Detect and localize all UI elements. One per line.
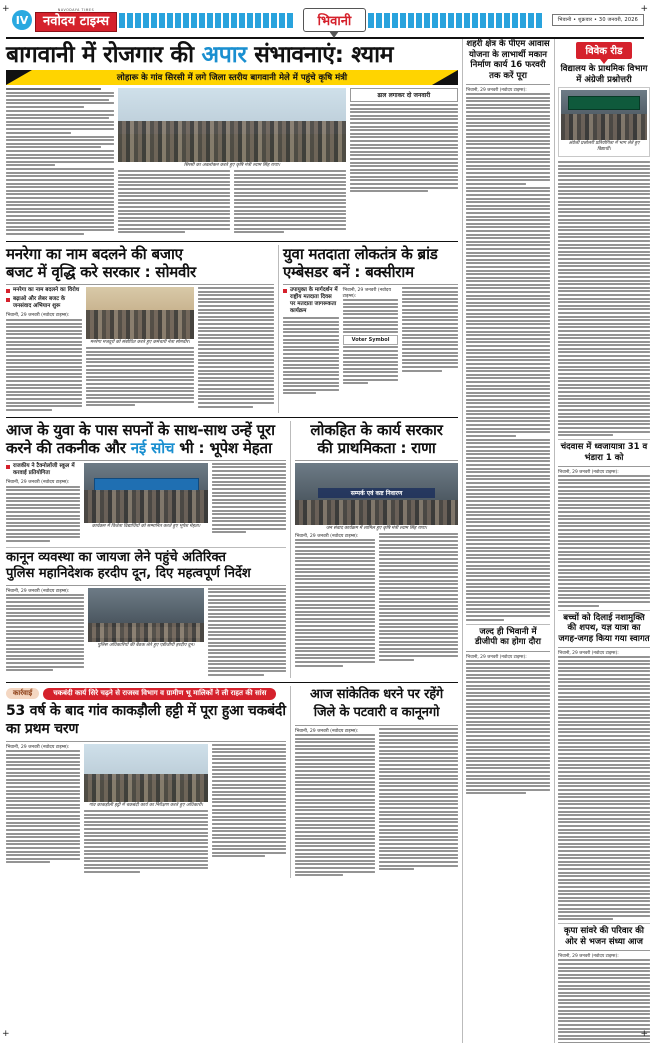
- lokhit-photo-caption: जन संवाद कार्यक्रम में शामिल हुए कृषि मंत्री श्याम सिंह राणा।: [325, 525, 428, 531]
- lead-subhead-banner: [6, 70, 458, 85]
- lokhit-text-col-1: [295, 533, 375, 669]
- police-cols: [6, 588, 286, 678]
- section-divider: [6, 682, 458, 683]
- paragraph: [466, 187, 550, 437]
- lokhit-text-col-2: [379, 533, 459, 669]
- story-yuva-matdata: [278, 245, 458, 413]
- publication-logo[interactable]: [35, 8, 117, 32]
- lead-subhead: लोहारू के गांव सिरसी में लगे जिला स्तरीय बागवानी मेले में पहुंचे कृषि मंत्री: [116, 73, 348, 83]
- lead-headline-highlight: अपार: [201, 42, 247, 68]
- paragraph: [6, 319, 82, 411]
- police-text-col-1: [6, 588, 84, 678]
- paragraph: [558, 656, 650, 920]
- kicker-text: बढ़ाओ और लेबर बजट के जनसंवाद अभियान शुरू: [13, 295, 66, 309]
- bhupesh-headline-line2-b: भी : भूपेश मेहता: [174, 438, 272, 457]
- paragraph: [6, 88, 114, 108]
- lead-info-box: [350, 88, 458, 102]
- paragraph: [466, 660, 550, 795]
- decorative-bar-left: [119, 13, 300, 28]
- yuva-kicker-col: [283, 287, 339, 396]
- paragraph: [350, 104, 458, 192]
- voter-symbol-label: Voter Symbol: [343, 335, 399, 345]
- kicker-text: मनरेगा का नाम बदलने का विरोध: [13, 286, 80, 293]
- chakbandi-byline: भिवानी, 29 जनवरी (नवोदय टाइम्स):: [6, 744, 70, 750]
- manrega-byline: भिवानी, 29 जनवरी (नवोदय टाइम्स):: [6, 312, 70, 318]
- police-headline-line2: पुलिस महानिदेशक हरदीप दून, दिए महत्वपूर्ण निर्देश: [6, 565, 251, 581]
- bhupesh-kicker-col: [6, 463, 80, 544]
- lead-body-columns: [6, 88, 458, 237]
- row-bhupesh-lokhit: [6, 421, 458, 678]
- kicker-text: राजकीय ने टैक्नोलॉजी स्कूल में करवाई प्रतियोगिता: [13, 462, 75, 476]
- manrega-photo-caption: मनरेगा मजदूरों को संबोधित करते हुए कर्मचारी नेता सोमवीर।: [90, 339, 190, 345]
- vivek-reed-headline: विद्यालय के प्राथमिक विभाग में अंग्रेजी प्रश्नोत्तरी: [560, 64, 648, 85]
- lead-headline: [6, 42, 458, 68]
- logo-superscript: NAVODAYA TIMES: [57, 8, 95, 12]
- patwari-cols: [295, 728, 458, 878]
- paragraph: [295, 734, 375, 876]
- manrega-text-col: [198, 287, 274, 413]
- main-column: [6, 39, 458, 1043]
- paragraph: [343, 346, 399, 384]
- bhajan-headline-line1: कृपा सांवरे की परिवार की: [564, 926, 644, 937]
- yuva-text-col-2: [343, 287, 399, 396]
- paragraph: [295, 539, 375, 667]
- dgp-byline: भिवानी, 29 जनवरी (नवोदय टाइम्स):: [466, 654, 527, 660]
- vivek-reed-brand-label: विवेक रीड: [576, 42, 633, 59]
- police-byline: भिवानी, 29 जनवरी (नवोदय टाइम्स):: [6, 588, 70, 594]
- lokhit-byline: भिवानी, 29 जनवरी (नवोदय टाइम्स):: [295, 533, 359, 539]
- story-police: [6, 550, 286, 678]
- story-manrega: [6, 245, 274, 413]
- patwari-headline-line1: आज सांकेतिक धरने पर रहेंगे: [309, 686, 444, 702]
- pm-awas-byline: भिवानी, 29 जनवरी (नवोदय टाइम्स):: [466, 88, 527, 93]
- bhupesh-photo-col: [84, 463, 209, 544]
- story-lead: [6, 42, 458, 237]
- lokhit-headline-line1: लोकहित के कार्य सरकार: [310, 420, 443, 439]
- dateline: भिवानी • शुक्रवार • 30 जनवरी, 2026: [552, 14, 644, 26]
- police-photo: [88, 588, 205, 642]
- dgp-headline-line1: जल्द ही भिवानी में: [479, 626, 537, 637]
- paragraph: [84, 810, 209, 873]
- patwari-byline: भिवानी, 29 जनवरी (नवोदय टाइम्स):: [295, 728, 359, 734]
- paragraph: [118, 170, 230, 235]
- crop-mark-bottom-right: +: [640, 1029, 648, 1039]
- chakbandi-photo-col: [84, 744, 209, 875]
- lead-photo-caption: सिरसी का अवलोकन करते हुए कृषि मंत्री श्याम सिंह राणा।: [183, 163, 281, 168]
- story-patwari: [290, 686, 458, 878]
- manrega-kicker-col: [6, 287, 82, 413]
- paragraph: [6, 486, 80, 542]
- paragraph: [86, 347, 193, 407]
- lead-box-col: [350, 88, 458, 237]
- story-lokhit: [290, 421, 458, 678]
- nashamukti-byline: भिवानी, 29 जनवरी (नवोदय टाइम्स):: [558, 651, 619, 656]
- chandwas-headline: चंदवास में ध्वजायात्रा 31 व भंडारा 1 को: [560, 442, 648, 463]
- nashamukti-headline: बच्चों को दिलाई नशामुक्ति की शपथ, यज्ञ यात्रा का जगह-जगह किया गया स्वागत: [558, 612, 650, 644]
- story-pm-awas: [466, 39, 550, 621]
- paragraph: [283, 317, 339, 394]
- kicker-item: [283, 287, 339, 315]
- edition-tab-label: भिवानी: [317, 14, 352, 29]
- manrega-photo-col: [86, 287, 193, 413]
- paragraph: [208, 588, 286, 676]
- bhajan-headline-line2: ओर से भजन संध्या आज: [565, 936, 643, 947]
- bhupesh-photo-caption: कार्यक्रम में विजेता विद्यार्थियों को सम्मानित करते हुए भूपेश मेहता।: [91, 523, 201, 529]
- row-manrega-yuva: [6, 245, 458, 413]
- paragraph: [198, 287, 274, 408]
- police-headline-line1: कानून व्यवस्था का जायजा लेने पहुंचे अतिरिक्त: [6, 549, 226, 565]
- manrega-cols: [6, 287, 274, 413]
- yuva-text-col-3: [402, 287, 458, 396]
- story-vivek-reed: [558, 39, 650, 436]
- police-photo-caption: पुलिस अधिकारियों की बैठक लेते हुए एडीजीपी हरदीप दून।: [97, 642, 195, 648]
- yuva-headline: युवा मतदाता लोकतंत्र के ब्रांड एम्बेसडर बनें : बक्सीराम: [283, 244, 438, 281]
- vivek-reed-photo: [561, 90, 647, 140]
- paragraph: [6, 594, 84, 671]
- bhupesh-headline-line2-a: करने की तकनीक और: [6, 438, 131, 457]
- bhupesh-headline-line2: [6, 439, 286, 457]
- chakbandi-text-col-3: [212, 744, 286, 875]
- bullet-square-icon: [283, 289, 287, 293]
- paragraph: [212, 463, 286, 533]
- paragraph: [466, 439, 550, 621]
- paragraph: [402, 287, 458, 372]
- decorative-bar-right: [368, 13, 549, 28]
- paragraph: [6, 168, 114, 235]
- yuva-cols: [283, 287, 458, 396]
- lead-headline-part1: बागवानी में रोजगार की: [6, 42, 202, 68]
- lead-text-col-1: [6, 88, 114, 237]
- lokhit-cols: [295, 533, 458, 669]
- bullet-square-icon: [6, 298, 10, 302]
- masthead: [0, 0, 650, 36]
- bhupesh-photo: [84, 463, 209, 523]
- police-text-col-3: [208, 588, 286, 678]
- crop-mark-bottom-left: +: [2, 1029, 10, 1039]
- paragraph: [466, 93, 550, 185]
- vivek-reed-brand-tab[interactable]: [558, 39, 650, 59]
- story-nashamukti: [558, 613, 650, 921]
- crop-mark-top-right: +: [640, 4, 648, 14]
- chakbandi-text-col-1: [6, 744, 80, 875]
- story-bhupesh: [6, 421, 286, 678]
- paragraph: [212, 744, 286, 857]
- chakbandi-strap-pill: चकबंदी कार्य सिरे चढ़ने से राजस्व विभाग व ग्रामीण भू मालिकों ने ली राहत की सांस: [43, 688, 276, 700]
- vivek-reed-photo-box: [558, 87, 650, 157]
- paragraph: [6, 750, 80, 863]
- bhupesh-headline-line1: आज के युवा के पास सपनों के साथ-साथ उन्हें पूरा: [6, 420, 275, 439]
- kicker-item: [6, 463, 80, 477]
- story-dgp: [466, 627, 550, 795]
- yuva-byline: भिवानी, 29 जनवरी (नवोदय टाइम्स):: [342, 287, 392, 299]
- crop-mark-top-left: +: [2, 4, 10, 14]
- chakbandi-photo-caption: गांव काकड़ौली हट्टी में चकबंदी कार्य का निरीक्षण करते हुए अधिकारी।: [88, 802, 204, 808]
- kicker-item: [6, 287, 82, 294]
- story-chandwas: [558, 442, 650, 606]
- kicker-text: उपायुक्त के मार्गदर्शन में राष्ट्रीय मतदाता दिवस पर मतदाता जागरूकता कार्यक्रम: [290, 286, 338, 314]
- row-chakbandi-patwari: [6, 686, 458, 878]
- page-grid: [0, 39, 650, 1043]
- story-bhajan: [558, 926, 650, 1043]
- lead-under-photo-cols: [118, 170, 345, 235]
- lead-headline-part2: संभावनाएं: श्याम: [246, 42, 394, 68]
- chakbandi-photo: [84, 744, 209, 802]
- paragraph: [558, 959, 650, 1043]
- lokhit-photo-banner-label: सम्पर्क एवं कष्ट निवारण: [318, 488, 435, 498]
- paragraph: [343, 299, 399, 333]
- manrega-photo: [86, 287, 193, 339]
- patwari-text-col-1: [295, 728, 375, 878]
- story-chakbandi: [6, 686, 286, 878]
- manrega-headline-line1: मनरेगा का नाम बदलने की बजाए: [6, 244, 183, 263]
- paragraph: [379, 728, 459, 870]
- chakbandi-section-tag: कार्रवाई: [6, 688, 39, 699]
- paragraph: [6, 110, 114, 134]
- paragraph: [558, 475, 650, 606]
- vivek-reed-photo-caption: अंग्रेजी प्रश्नोत्तरी प्रतियोगिता में भाग लेते हुए विद्यार्थी।: [568, 141, 640, 152]
- bhajan-byline: भिवानी, 29 जनवरी (नवोदय टाइम्स):: [558, 954, 619, 960]
- lokhit-headline-line2: की प्राथमिकता : राणा: [317, 438, 436, 457]
- chandwas-byline: भिवानी, 29 जनवरी (नवोदय टाइम्स):: [558, 470, 619, 476]
- edition-tab[interactable]: [303, 8, 367, 32]
- page-number-badge: IV: [12, 10, 32, 30]
- lokhit-photo: [295, 463, 458, 525]
- kicker-item: [6, 296, 82, 310]
- right-column: [554, 39, 650, 1043]
- paragraph: [6, 136, 114, 167]
- bullet-square-icon: [6, 465, 10, 469]
- bhupesh-headline-highlight: नई सोच: [130, 438, 175, 457]
- paragraph: [234, 170, 346, 235]
- police-photo-col: [88, 588, 205, 678]
- section-divider: [6, 417, 458, 418]
- patwari-text-col-2: [379, 728, 459, 878]
- paragraph: [379, 533, 459, 661]
- lead-box-heading: ढाल लगाकर दो जनवारी: [377, 92, 431, 99]
- bullet-square-icon: [6, 289, 10, 293]
- lead-photo: [118, 88, 345, 162]
- logo-text: नवोदय टाइम्स: [35, 12, 117, 32]
- chakbandi-tag-row: [6, 688, 286, 700]
- dgp-headline-line2: डीजीपी का होगा दौरा: [475, 637, 541, 647]
- chakbandi-cols: [6, 744, 286, 875]
- manrega-headline-line2: बजट में वृद्धि करे सरकार : सोमवीर: [6, 262, 196, 281]
- bhupesh-cols: [6, 463, 286, 544]
- patwari-headline-line2: जिले के पटवारी व कानूनगो: [313, 704, 440, 720]
- middle-column: [462, 39, 550, 1043]
- bhupesh-byline: भिवानी, 29 जनवरी (नवोदय टाइम्स):: [6, 479, 70, 485]
- pm-awas-headline: शहरी क्षेत्र के पीएम आवास योजना के लाभार्थी मकान निर्माण कार्य 16 फरवरी तक करें पूरा: [466, 39, 550, 81]
- section-divider: [6, 241, 458, 242]
- bhupesh-text-col-3: [212, 463, 286, 544]
- lead-photo-col: [118, 88, 345, 237]
- chakbandi-headline: 53 वर्ष के बाद गांव काकड़ौली हट्टी में पूरा हुआ चकबंदी का प्रथम चरण: [6, 702, 286, 737]
- paragraph: [558, 161, 650, 436]
